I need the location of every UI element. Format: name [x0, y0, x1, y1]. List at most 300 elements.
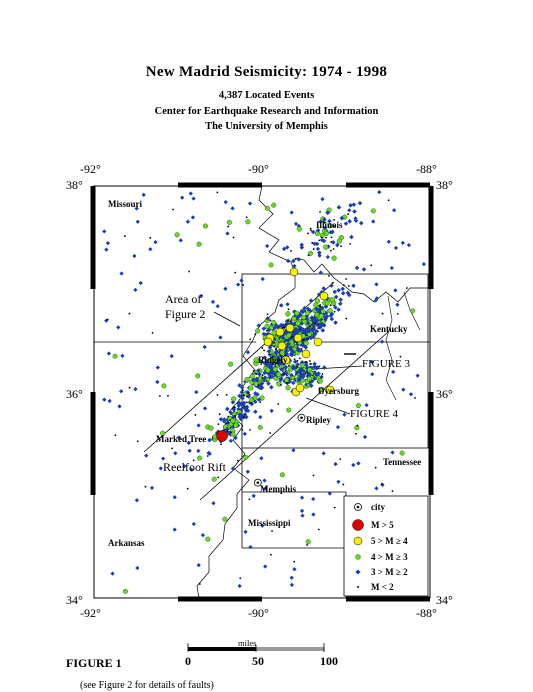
quake-m2-3	[106, 241, 110, 245]
quake-m-lt2	[262, 347, 264, 349]
figure-label: FIGURE 1	[66, 656, 122, 670]
quake-m2-3	[344, 221, 349, 226]
quake-m-lt2	[313, 248, 315, 250]
quake-m-lt2	[227, 416, 229, 418]
quake-m2-3	[139, 281, 143, 285]
quake-m2-3	[348, 203, 353, 208]
quake-m4-5	[320, 292, 328, 300]
quake-m3-4	[371, 209, 376, 214]
legend-label-m4: 5 > M ≥ 4	[371, 536, 408, 546]
lon-tick-top-w: -92°	[80, 162, 101, 176]
quake-m3-4	[273, 367, 278, 372]
quake-m2-3	[279, 303, 284, 308]
area-of-figure-2-pointer	[214, 312, 240, 326]
quake-m3-4	[212, 477, 217, 482]
quake-m2-3	[238, 584, 242, 588]
area-of-figure-2-label-line2: Figure 2	[165, 307, 206, 321]
quake-m-lt2	[269, 432, 271, 434]
quake-m-lt2	[283, 374, 285, 376]
quake-m4-5	[302, 350, 310, 358]
quake-m2-3	[211, 300, 215, 304]
region-label-kentucky: Kentucky	[370, 324, 408, 334]
quake-m-lt2	[397, 313, 399, 315]
quake-m-lt2	[217, 477, 219, 479]
quake-m2-3	[358, 201, 363, 206]
legend-label-m5: M > 5	[371, 520, 394, 530]
quake-m-lt2	[137, 440, 139, 442]
quake-m-lt2	[340, 245, 342, 247]
quake-m2-3	[102, 229, 106, 233]
quake-m3-4	[297, 227, 302, 232]
quake-m2-3	[180, 196, 184, 200]
quake-m-lt2	[288, 365, 290, 367]
quake-m2-3	[225, 231, 229, 235]
quake-m3-4	[276, 372, 281, 377]
quake-m-lt2	[226, 394, 228, 396]
quake-m2-3	[299, 243, 304, 248]
lat-tick-left-34: 34°	[66, 593, 83, 607]
quake-m2-3	[156, 365, 160, 369]
quake-m2-3	[347, 219, 352, 224]
quake-m3-4	[307, 376, 312, 381]
quake-m-lt2	[262, 374, 264, 376]
quake-m2-3	[320, 197, 324, 201]
quake-m2-3	[120, 354, 124, 358]
figure-4-label: FIGURE 4	[350, 408, 398, 420]
quake-m-lt2	[129, 313, 131, 315]
figure-4-pointer	[306, 398, 350, 414]
legend-label-city: city	[371, 502, 385, 512]
figure-note: (see Figure 2 for details of faults)	[80, 680, 214, 691]
quake-m-lt2	[345, 318, 347, 320]
quake-m2-3	[300, 513, 304, 517]
quake-m2-3	[347, 208, 351, 212]
quake-m2-3	[252, 494, 256, 498]
figure-3-label: FIGURE 3	[362, 358, 410, 370]
quake-m3-4	[284, 378, 289, 383]
quake-m2-3	[207, 438, 212, 443]
quake-m-lt2	[331, 236, 333, 238]
quake-m-lt2	[152, 332, 154, 334]
quake-m-lt2	[207, 455, 209, 457]
map-title: New Madrid Seismicity: 1974 - 1998	[145, 64, 388, 80]
quake-m2-3	[253, 410, 258, 415]
quake-m-lt2	[348, 285, 350, 287]
quake-m2-3	[380, 340, 384, 344]
quake-m-lt2	[226, 430, 228, 432]
city-label-ridgely: Ridgely	[258, 355, 288, 365]
city-symbol-center	[257, 481, 260, 484]
quake-m3-4	[410, 309, 415, 314]
quake-m2-3	[407, 243, 411, 247]
lat-tick-right-38: 38°	[436, 178, 453, 192]
quake-m2-3	[351, 284, 356, 289]
quake-m4-5	[276, 328, 284, 336]
quake-m-lt2	[293, 561, 295, 563]
quake-m-lt2	[388, 199, 390, 201]
quake-m3-4	[323, 245, 328, 250]
quake-m3-4	[123, 589, 128, 594]
quake-m2-3	[296, 257, 301, 262]
quake-m2-3	[401, 241, 405, 245]
quake-m2-3	[394, 246, 398, 250]
quake-m3-4	[243, 455, 248, 460]
quake-m3-4	[400, 451, 405, 456]
area-of-figure-2-label: Area of	[165, 292, 202, 306]
quake-m2-3	[359, 221, 364, 226]
quake-m2-3	[191, 215, 195, 219]
quake-m2-3	[201, 533, 205, 537]
legend-label-msmall: M < 2	[371, 582, 394, 592]
quake-m-lt2	[270, 554, 272, 556]
tennessee-river	[386, 296, 396, 400]
quake-m-lt2	[129, 387, 131, 389]
quake-m3-4	[324, 231, 329, 236]
quake-m2-3	[246, 470, 250, 474]
quake-m3-4	[250, 374, 255, 379]
city-label-ripley: Ripley	[306, 415, 332, 425]
quake-m-lt2	[283, 326, 285, 328]
quake-m-lt2	[244, 405, 246, 407]
quake-m-lt2	[259, 401, 261, 403]
quake-m-lt2	[308, 254, 310, 256]
quake-m2-3	[188, 449, 192, 453]
quake-m3-4	[328, 308, 333, 313]
quake-m-lt2	[370, 264, 372, 266]
quake-m3-4	[255, 329, 260, 334]
scale-label: miles	[238, 638, 257, 648]
city-symbol-center	[300, 416, 303, 419]
quake-m-lt2	[159, 395, 161, 397]
quake-m-lt2	[288, 308, 290, 310]
quake-m2-3	[362, 267, 367, 272]
quake-m2-3	[142, 193, 146, 197]
quake-m2-3	[317, 251, 322, 256]
quake-m2-3	[300, 509, 304, 513]
quake-m2-3	[203, 406, 207, 410]
quake-m-lt2	[237, 460, 239, 462]
quake-m2-3	[340, 287, 345, 292]
quake-m-lt2	[234, 415, 236, 417]
ohio-river	[296, 258, 430, 302]
region-label-missouri: Missouri	[108, 199, 143, 209]
scale-bar-segment	[256, 648, 324, 650]
quake-m-lt2	[334, 507, 336, 509]
quake-m2-3	[173, 451, 177, 455]
quake-m2-3	[338, 297, 343, 302]
quake-m-lt2	[171, 447, 173, 449]
quake-m2-3	[225, 407, 230, 412]
quake-m3-4	[113, 354, 118, 359]
legend-symbol-city-center	[357, 506, 360, 509]
quake-m3-4	[258, 425, 263, 430]
legend-symbol-m5	[353, 520, 364, 531]
subtitle-institution: Center for Earthquake Research and Information	[154, 106, 379, 117]
quake-m-lt2	[349, 243, 351, 245]
quake-m-lt2	[381, 483, 383, 485]
quake-m2-3	[291, 448, 295, 452]
lon-tick-top-mid: -90°	[248, 162, 269, 176]
quake-m-lt2	[246, 401, 248, 403]
quake-m-lt2	[247, 392, 249, 394]
quake-m3-4	[286, 408, 291, 413]
quake-m3-4	[246, 220, 251, 225]
quake-m3-4	[203, 224, 208, 229]
quake-m-lt2	[345, 278, 347, 280]
quake-m2-3	[336, 480, 340, 484]
quake-m-lt2	[303, 339, 305, 341]
quake-m3-4	[206, 537, 211, 542]
scale-tick-100: 100	[320, 654, 338, 668]
quake-m2-3	[312, 241, 317, 246]
quake-m4-5	[264, 338, 272, 346]
quake-m-lt2	[107, 319, 109, 321]
quake-m2-3	[135, 566, 139, 570]
quake-m2-3	[192, 522, 196, 526]
quake-m3-4	[249, 398, 254, 403]
quake-m-lt2	[309, 325, 311, 327]
quake-m2-3	[150, 486, 154, 490]
quake-m2-3	[331, 240, 336, 245]
quake-m3-4	[301, 315, 306, 320]
quake-m-lt2	[249, 338, 251, 340]
quake-m3-4	[233, 423, 238, 428]
quake-m2-3	[257, 323, 262, 328]
lon-tick-bottom-w: -92°	[80, 606, 101, 620]
quake-m-lt2	[277, 403, 279, 405]
quake-m-lt2	[233, 407, 235, 409]
quake-m2-3	[333, 462, 337, 466]
quake-m2-3	[371, 219, 375, 223]
quake-m-lt2	[313, 475, 315, 477]
quake-m-lt2	[334, 311, 336, 313]
quake-m-lt2	[266, 330, 268, 332]
quake-m2-3	[231, 466, 235, 470]
legend-symbol-msmall	[357, 586, 359, 588]
quake-m3-4	[271, 320, 276, 325]
region-label-tennessee: Tennessee	[383, 457, 422, 467]
quake-m-lt2	[307, 233, 309, 235]
quake-m2-3	[374, 486, 378, 490]
quake-m-lt2	[216, 191, 218, 193]
lat-tick-right-34: 34°	[436, 593, 453, 607]
quake-m-lt2	[253, 370, 255, 372]
quake-m-lt2	[375, 467, 377, 469]
quake-m2-3	[173, 495, 177, 499]
quake-m4-5	[296, 384, 304, 392]
quake-m-lt2	[267, 313, 269, 315]
quake-m3-4	[265, 206, 270, 211]
quake-m2-3	[229, 439, 233, 443]
quake-m-lt2	[275, 348, 277, 350]
quake-m2-3	[270, 409, 274, 413]
quake-m2-3	[116, 325, 120, 329]
city-label-marked-tree: Marked Tree	[156, 434, 207, 444]
quake-m-lt2	[227, 226, 229, 228]
quake-m2-3	[332, 290, 337, 295]
quake-m2-3	[351, 463, 355, 467]
subtitle-university: The University of Memphis	[205, 121, 328, 132]
quake-m-lt2	[339, 458, 341, 460]
quake-m3-4	[209, 426, 214, 431]
quake-m-lt2	[342, 484, 344, 486]
quake-m3-4	[248, 386, 253, 391]
quake-m-lt2	[309, 363, 311, 365]
lon-tick-bottom-mid: -90°	[248, 606, 269, 620]
quake-m-lt2	[220, 443, 222, 445]
quake-m2-3	[224, 200, 228, 204]
quake-m3-4	[319, 314, 324, 319]
quake-m-lt2	[295, 258, 297, 260]
quake-m3-4	[223, 517, 228, 522]
quake-m3-4	[332, 256, 337, 261]
quake-m2-3	[203, 345, 207, 349]
quake-m2-3	[336, 425, 340, 429]
quake-m2-3	[370, 372, 374, 376]
quake-m-lt2	[234, 272, 236, 274]
quake-m-lt2	[287, 319, 289, 321]
quake-m2-3	[309, 298, 314, 303]
quake-m-lt2	[285, 323, 287, 325]
quake-m3-4	[162, 384, 167, 389]
quake-m-lt2	[230, 431, 232, 433]
quake-m3-4	[306, 539, 311, 544]
scale-tick-50: 50	[252, 654, 264, 668]
quake-m-lt2	[273, 346, 275, 348]
quake-m2-3	[401, 387, 405, 391]
quake-m3-4	[313, 303, 318, 308]
quake-m3-4	[265, 324, 270, 329]
quake-m3-4	[197, 242, 202, 247]
quake-m2-3	[416, 374, 420, 378]
quake-m4-5	[286, 324, 294, 332]
quake-m2-3	[135, 498, 139, 502]
city-label-dyersburg: Dyersburg	[318, 386, 359, 396]
quake-m2-3	[110, 572, 114, 576]
quake-m3-4	[300, 363, 305, 368]
quake-m3-4	[231, 397, 236, 402]
quake-m-gt5	[217, 431, 228, 442]
quake-m-lt2	[307, 338, 309, 340]
quake-m-lt2	[218, 423, 220, 425]
quake-m2-3	[197, 423, 201, 427]
region-label-mississippi: Mississippi	[248, 518, 291, 528]
quake-m-lt2	[414, 397, 416, 399]
quake-m-lt2	[310, 230, 312, 232]
quake-m2-3	[269, 385, 274, 390]
quake-m-lt2	[249, 498, 251, 500]
legend-label-m2: 3 > M ≥ 2	[371, 567, 408, 577]
quake-m3-4	[245, 377, 250, 382]
quake-m2-3	[102, 398, 106, 402]
quake-m-lt2	[347, 213, 349, 215]
quake-m2-3	[364, 403, 368, 407]
quake-m2-3	[243, 432, 247, 436]
quake-m2-3	[285, 302, 289, 306]
quake-m3-4	[280, 472, 285, 477]
quake-m-lt2	[249, 429, 251, 431]
quake-m-lt2	[194, 414, 196, 416]
quake-m2-3	[119, 271, 123, 275]
quake-m2-3	[390, 450, 394, 454]
quake-m2-3	[326, 255, 330, 259]
quake-m3-4	[230, 418, 235, 423]
quake-m2-3	[248, 545, 252, 549]
quake-m-lt2	[406, 287, 408, 289]
quake-m-lt2	[246, 216, 248, 218]
quake-m-lt2	[167, 395, 169, 397]
quake-m2-3	[104, 247, 108, 251]
quake-m2-3	[311, 512, 315, 516]
quake-m-lt2	[188, 271, 190, 273]
quake-m3-4	[305, 311, 310, 316]
quake-m-lt2	[263, 349, 265, 351]
quake-m-lt2	[239, 577, 241, 579]
quake-m2-3	[236, 282, 240, 286]
quake-m2-3	[258, 415, 262, 419]
quake-m-lt2	[250, 402, 252, 404]
subtitle-event-count: 4,387 Located Events	[218, 90, 315, 101]
quake-m2-3	[170, 354, 174, 358]
quake-m3-4	[292, 316, 297, 321]
quake-m-lt2	[290, 250, 292, 252]
quake-m3-4	[175, 232, 180, 237]
quake-m2-3	[329, 283, 334, 288]
quake-m-lt2	[330, 250, 332, 252]
quake-m3-4	[337, 239, 342, 244]
quake-m2-3	[355, 266, 360, 271]
quake-m2-3	[197, 563, 201, 567]
lon-tick-bottom-e: -88°	[416, 606, 437, 620]
quake-m-lt2	[254, 373, 256, 375]
quake-m2-3	[330, 317, 335, 322]
quake-m2-3	[391, 370, 395, 374]
quake-m3-4	[195, 374, 200, 379]
quake-m-lt2	[241, 429, 243, 431]
quake-m2-3	[196, 449, 200, 453]
legend-symbol-m4	[354, 537, 362, 545]
quake-m2-3	[144, 454, 148, 458]
reelfoot-rift-label: Reelfoot Rift	[163, 460, 226, 474]
quake-m2-3	[136, 220, 140, 224]
quake-m-lt2	[228, 422, 230, 424]
quake-m-lt2	[219, 413, 221, 415]
quake-m-lt2	[299, 357, 301, 359]
quake-m2-3	[337, 205, 342, 210]
quake-m2-3	[377, 190, 381, 194]
quake-m2-3	[321, 328, 326, 333]
quake-m2-3	[189, 191, 193, 195]
quake-m-lt2	[124, 235, 126, 237]
quake-m-lt2	[271, 530, 273, 532]
quake-m2-3	[363, 435, 367, 439]
quake-m2-3	[261, 277, 265, 281]
quake-m3-4	[286, 311, 291, 316]
quake-m2-3	[338, 302, 343, 307]
quake-m3-4	[266, 368, 271, 373]
quake-m2-3	[262, 478, 266, 482]
quake-m2-3	[153, 240, 157, 244]
quake-m2-3	[395, 303, 399, 307]
quake-m-lt2	[254, 334, 256, 336]
legend-box	[344, 496, 428, 596]
quake-m-lt2	[319, 305, 321, 307]
quake-m3-4	[286, 385, 291, 390]
quake-m-lt2	[314, 322, 316, 324]
region-label-arkansas: Arkansas	[108, 538, 145, 548]
quake-m2-3	[393, 288, 397, 292]
quake-m-lt2	[230, 427, 232, 429]
